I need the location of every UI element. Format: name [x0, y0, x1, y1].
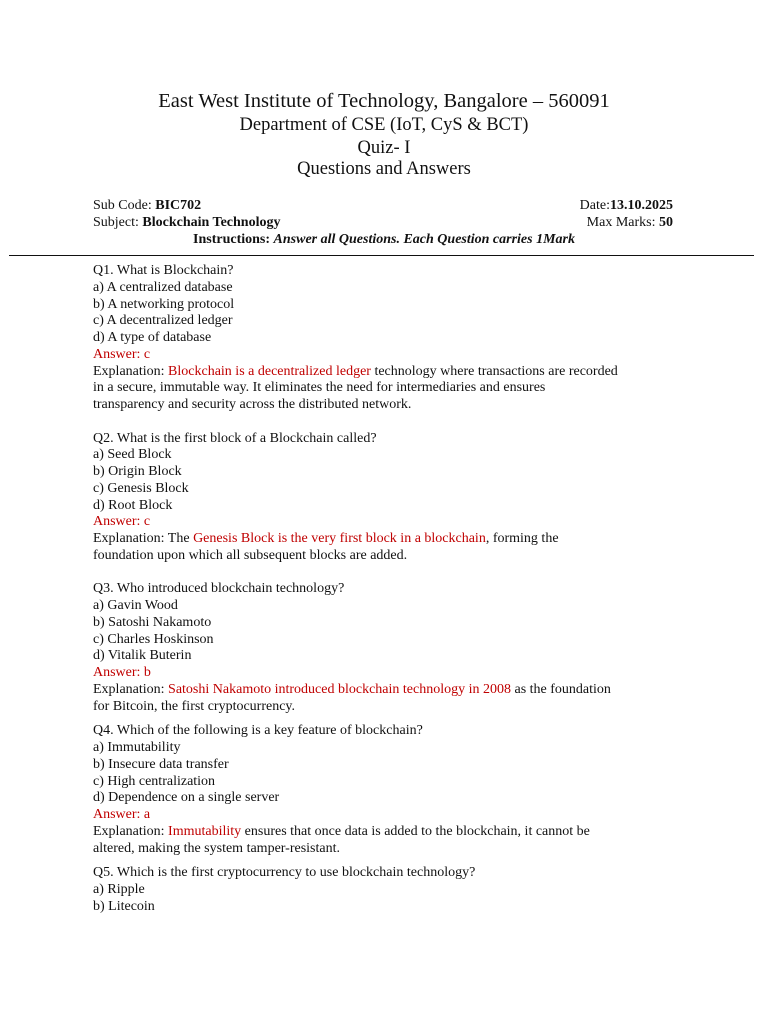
answer: Answer: a	[93, 807, 151, 822]
question-1	[93, 263, 683, 414]
answer: Answer: c	[93, 346, 151, 362]
explanation-rest: ensures that once data is added to the blockchain, it cannot be	[241, 823, 590, 839]
option: b) Origin Block	[93, 464, 182, 479]
explanation-label: Explanation:	[93, 363, 169, 379]
question-2	[93, 431, 683, 565]
question-3	[93, 581, 683, 715]
option: d) A type of database	[93, 330, 212, 345]
explanation-highlight: Immutability	[168, 823, 242, 839]
option: c) A decentralized ledger	[93, 313, 233, 329]
option: b) Insecure data transfer	[93, 756, 229, 772]
question-text: Q1. What is Blockchain?	[93, 263, 234, 278]
instructions-label: Instructions:	[193, 232, 274, 247]
explanation-highlight: Blockchain is a decentralized ledger	[168, 363, 371, 379]
question-text: Q2. What is the first block of a Blockchain called?	[93, 430, 377, 446]
explanation-rest: , forming the	[485, 531, 559, 546]
option: c) Genesis Block	[93, 480, 189, 496]
answer: Answer: b	[93, 665, 151, 680]
institute-title: East West Institute of Technology, Bangalore – 560091	[158, 90, 610, 112]
option: a) Gavin Wood	[93, 598, 178, 613]
option: a) Immutability	[93, 740, 181, 755]
explanation-line: for Bitcoin, the first cryptocurrency.	[93, 698, 296, 714]
option: d) Root Block	[93, 497, 173, 513]
option: a) Ripple	[93, 882, 145, 897]
explanation-label: Explanation: The	[93, 531, 194, 546]
max-marks	[587, 214, 673, 231]
explanation-line: foundation upon which all subsequent blocks are added.	[93, 547, 408, 563]
question-text: Q4. Which of the following is a key feature of blockchain?	[93, 723, 423, 739]
document-subtitle: Questions and Answers	[297, 159, 471, 179]
explanation-highlight: Genesis Block is the very first block in a blockchain	[193, 531, 486, 546]
subject-value: Blockchain Technology	[142, 215, 281, 230]
header-divider	[9, 255, 754, 256]
max-marks-label: Max Marks:	[586, 215, 659, 230]
question-5	[93, 865, 683, 915]
instructions	[0, 231, 768, 248]
option: a) Seed Block	[93, 447, 172, 463]
answer: Answer: c	[93, 514, 151, 530]
sub-code-value: BIC702	[155, 198, 202, 213]
explanation	[93, 824, 683, 841]
question-text: Q3. Who introduced blockchain technology?	[93, 581, 345, 597]
explanation-line: transparency and security across the distributed network.	[93, 397, 412, 412]
explanation-rest: as the foundation	[510, 681, 611, 697]
option: b) Litecoin	[93, 898, 155, 914]
explanation-line: in a secure, immutable way. It eliminates the need for intermediaries and ensures	[93, 380, 546, 396]
sub-code	[93, 197, 201, 214]
exam-date	[580, 197, 673, 214]
explanation-rest: technology where transactions are recorded	[370, 363, 618, 379]
date-value: 13.10.2025	[610, 198, 673, 213]
explanation-highlight: Satoshi Nakamoto introduced blockchain technology in 2008	[168, 681, 511, 697]
option: a) A centralized database	[93, 279, 233, 295]
option: c) High centralization	[93, 773, 216, 789]
instructions-text: Answer all Questions. Each Question carries 1Mark	[273, 232, 575, 247]
explanation-label: Explanation:	[93, 823, 169, 839]
explanation-label: Explanation:	[93, 681, 169, 697]
option: b) Satoshi Nakamoto	[93, 614, 212, 630]
sub-code-label: Sub Code:	[93, 198, 156, 213]
explanation	[93, 364, 683, 381]
option: d) Dependence on a single server	[93, 790, 280, 806]
explanation	[93, 682, 683, 699]
option: d) Vitalik Buterin	[93, 648, 192, 664]
department-title: Department of CSE (IoT, CyS & BCT)	[239, 115, 529, 135]
max-marks-value: 50	[659, 215, 673, 230]
subject-label: Subject:	[93, 215, 143, 230]
date-label: Date:	[579, 198, 610, 213]
question-text: Q5. Which is the first cryptocurrency to use blockchain technology?	[93, 865, 476, 881]
subject	[93, 214, 280, 231]
questions-list	[93, 263, 683, 916]
explanation-line: altered, making the system tamper-resistant.	[93, 840, 340, 856]
explanation	[93, 531, 683, 548]
option: b) A networking protocol	[93, 296, 235, 312]
quiz-title: Quiz- I	[357, 138, 411, 158]
option: c) Charles Hoskinson	[93, 631, 214, 647]
question-4	[93, 723, 683, 857]
